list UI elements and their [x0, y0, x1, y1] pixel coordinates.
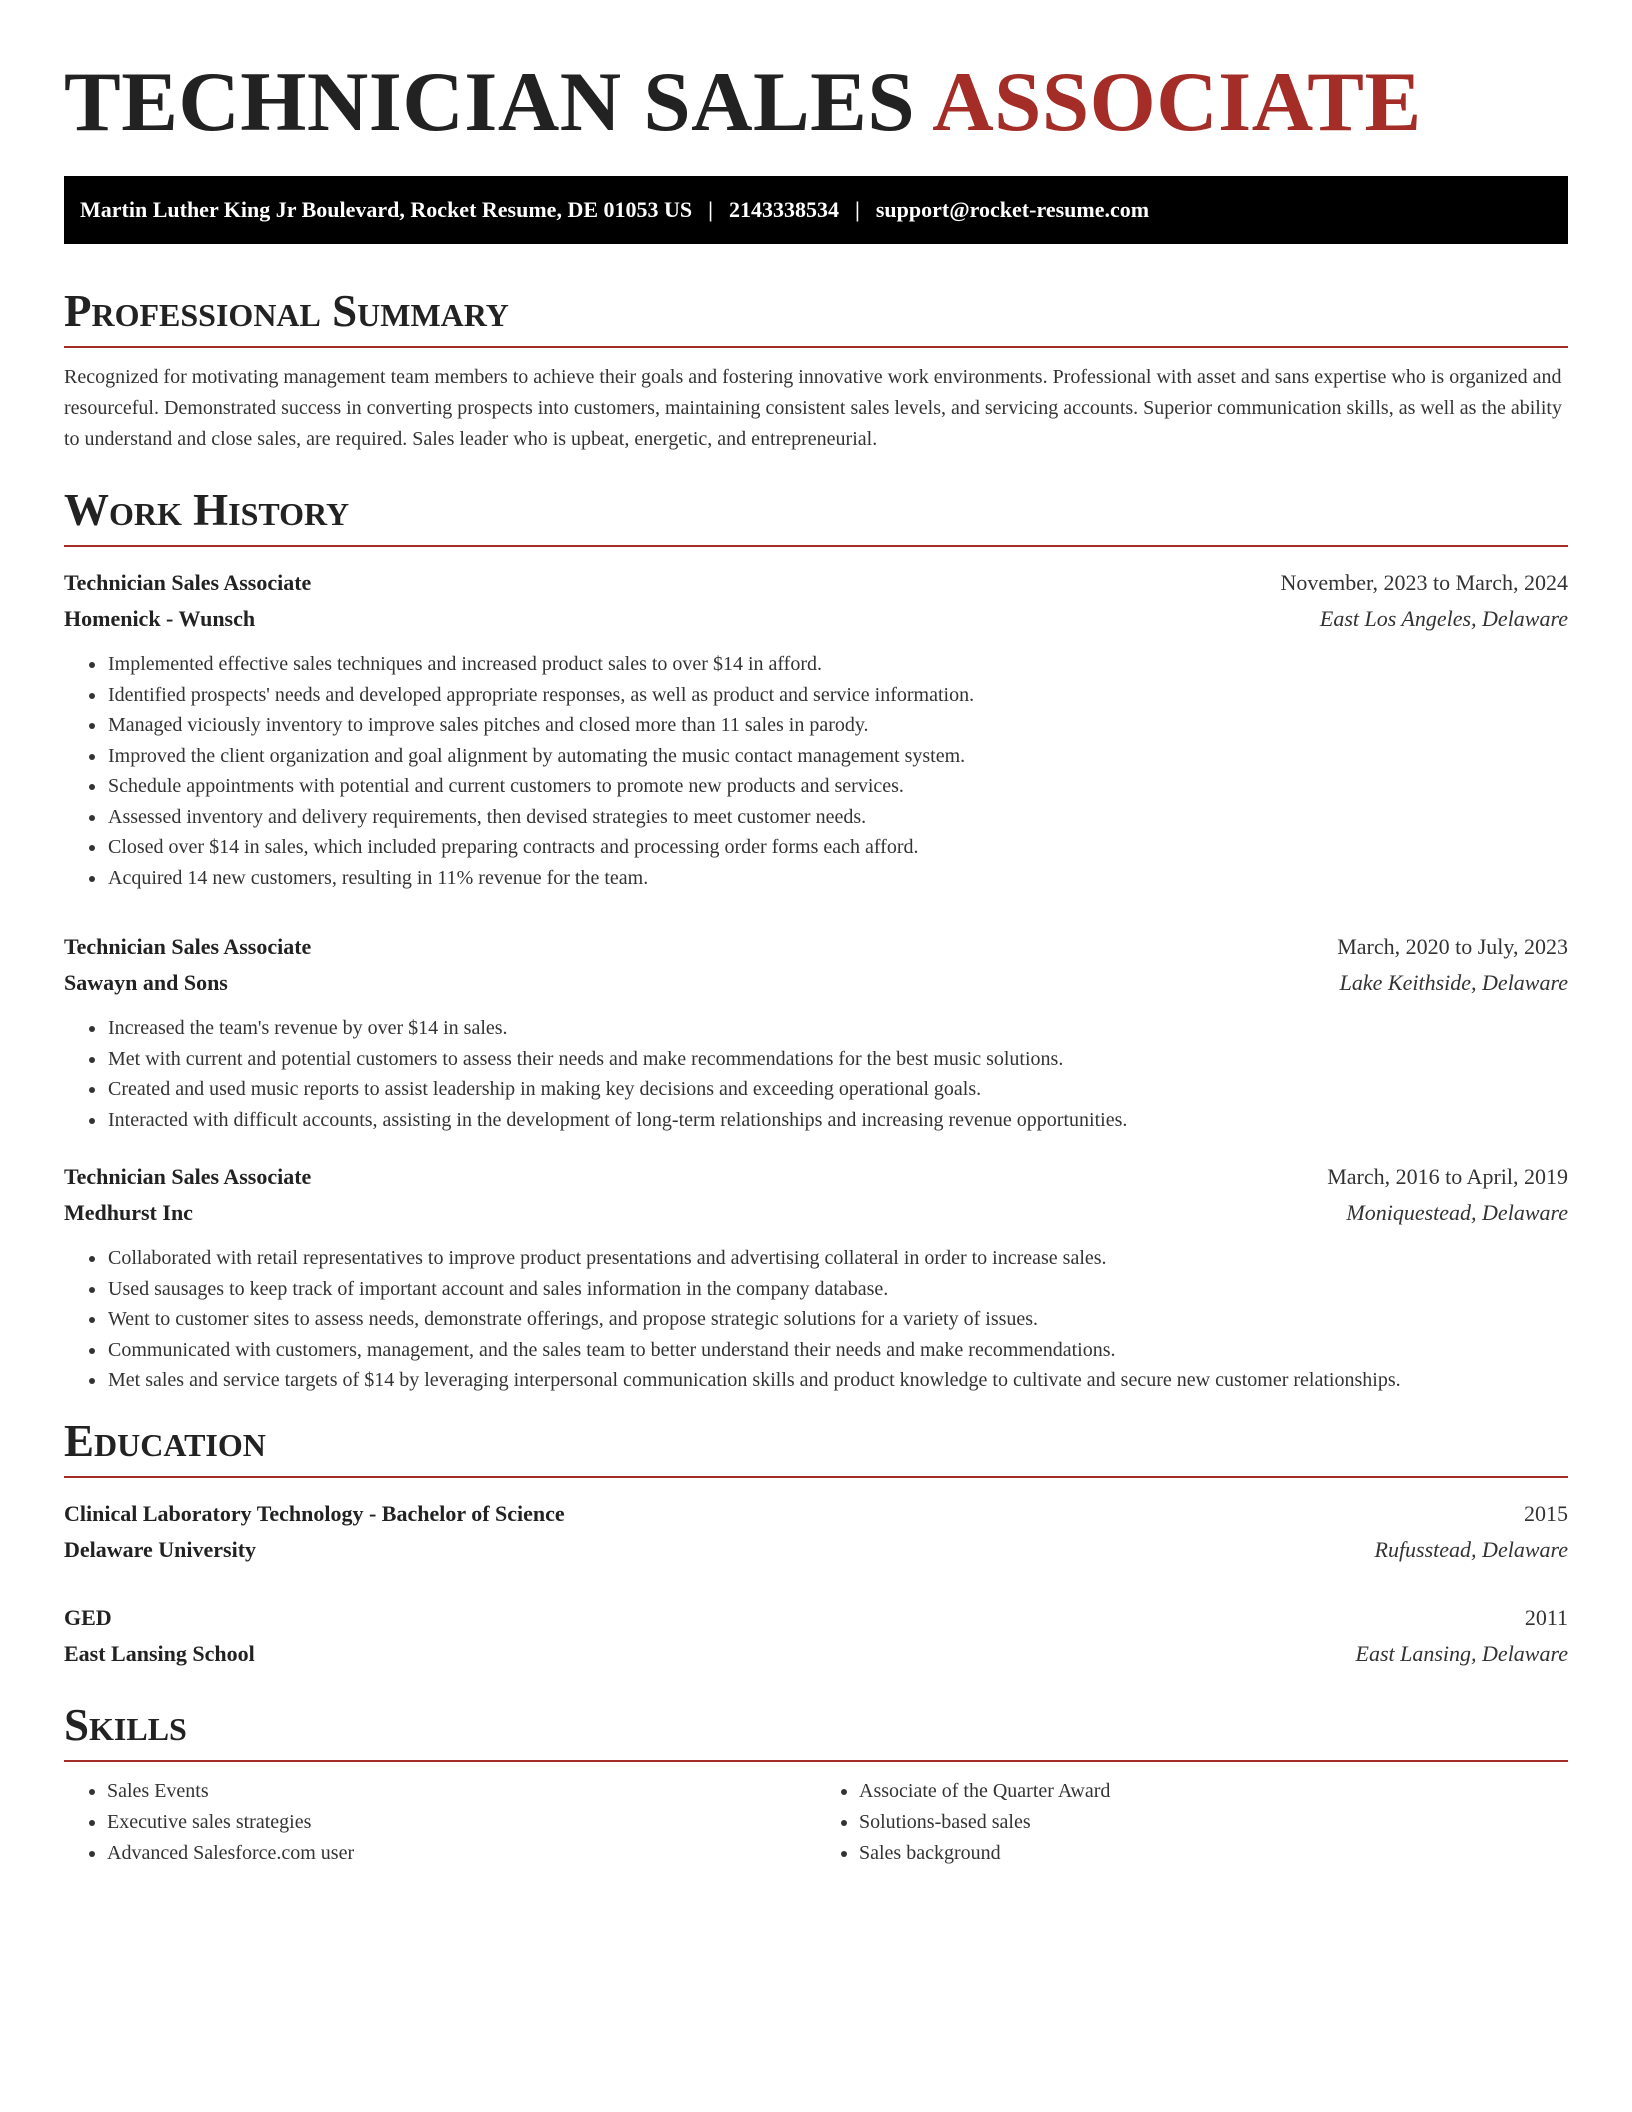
education-degree: Clinical Laboratory Technology - Bachelor of Science	[64, 1500, 565, 1526]
job-bullet: • Met with current and potential customers to assess their needs and make recommendations for the best music solutions.	[107, 1044, 1568, 1075]
job-bullet: • Collaborated with retail representatives to improve product presentations and advertising collateral in order to increase sales.	[107, 1243, 1568, 1274]
job-bullet: • Schedule appointments with potential and current customers to promote new products and services.	[107, 771, 1568, 802]
contact-bar	[64, 176, 1568, 244]
job-entry	[64, 565, 1568, 893]
contact-separator: |	[854, 197, 860, 222]
contact-address: Martin Luther King Jr Boulevard, Rocket Resume, DE 01053 US	[80, 197, 693, 222]
skill-item: • Executive sales strategies	[107, 1807, 816, 1838]
job-bullet: • Went to customer sites to assess needs, demonstrate offerings, and propose strategic solutions for a variety of issues.	[107, 1304, 1568, 1335]
education-year: 2015	[1524, 1500, 1568, 1526]
contact-phone: 2143338534	[728, 197, 839, 222]
job-title: Technician Sales Associate	[64, 1164, 312, 1189]
job-bullet: • Interacted with difficult accounts, assisting in the development of long-term relationships and increasing revenue opportunities.	[107, 1105, 1568, 1136]
job-bullets	[64, 649, 1568, 893]
summary-heading: Professional Summary	[64, 286, 1568, 348]
job-dates: November, 2023 to March, 2024	[1280, 570, 1568, 595]
job-bullet: • Created and used music reports to assist leadership in making key decisions and exceeding operational goals.	[107, 1074, 1568, 1105]
education-location: Rufusstead, Delaware	[1374, 1536, 1568, 1562]
job-company: Homenick - Wunsch	[64, 606, 256, 631]
job-bullets	[64, 1013, 1568, 1135]
work-history-section	[64, 485, 1568, 1396]
job-bullet: • Implemented effective sales techniques and increased product sales to over $14 in afford.	[107, 649, 1568, 680]
skill-item: • Sales background	[859, 1838, 1568, 1869]
job-bullet: • Managed viciously inventory to improve sales pitches and closed more than 11 sales in parody.	[107, 710, 1568, 741]
job-dates: March, 2016 to April, 2019	[1327, 1164, 1568, 1189]
education-entry	[64, 1496, 1568, 1568]
education-school: Delaware University	[64, 1536, 257, 1562]
education-entry	[64, 1600, 1568, 1672]
education-year: 2011	[1524, 1604, 1568, 1630]
skill-item: • Associate of the Quarter Award	[859, 1776, 1568, 1807]
job-bullet: • Acquired 14 new customers, resulting in 11% revenue for the team.	[107, 863, 1568, 894]
job-bullet: • Communicated with customers, management, and the sales team to better understand their needs and make recommendations.	[107, 1335, 1568, 1366]
resume-title	[64, 52, 1568, 152]
job-company: Medhurst Inc	[64, 1200, 193, 1225]
job-bullet: • Identified prospects' needs and developed appropriate responses, as well as product and service information.	[107, 680, 1568, 711]
job-bullets	[64, 1243, 1568, 1396]
contact-email: support@rocket-resume.com	[875, 197, 1150, 222]
job-bullet: • Used sausages to keep track of important account and sales information in the company database.	[107, 1274, 1568, 1305]
skill-item: • Advanced Salesforce.com user	[107, 1838, 816, 1869]
education-location: East Lansing, Delaware	[1355, 1640, 1568, 1666]
education-heading: Education	[64, 1416, 1568, 1478]
work-history-heading: Work History	[64, 485, 1568, 547]
summary-section	[64, 286, 1568, 455]
contact-separator: |	[708, 197, 713, 222]
job-entry	[64, 1159, 1568, 1396]
job-location: Lake Keithside, Delaware	[1339, 970, 1568, 995]
skills-heading: Skills	[64, 1700, 1568, 1762]
title-main: TECHNICIAN SALES	[64, 55, 916, 149]
skills-columns	[64, 1776, 1568, 1869]
job-bullet: • Assessed inventory and delivery requirements, then devised strategies to meet customer needs.	[107, 802, 1568, 833]
education-section	[64, 1416, 1568, 1672]
skill-item: • Sales Events	[107, 1776, 816, 1807]
summary-text: Recognized for motivating management team members to achieve their goals and fostering innovative work environments. Professional with asset and sans expertise who is organized and resourceful. Demonstrated success in converting prospects into customers, maintaining consistent sales levels, and servicing accounts. Superior communication skills, as well as the ability to understand and close sales, are required. Sales leader who is upbeat, energetic, and entrepreneurial.	[64, 366, 1562, 450]
job-dates: March, 2020 to July, 2023	[1337, 934, 1568, 959]
skills-section	[64, 1700, 1568, 1869]
job-title: Technician Sales Associate	[64, 934, 312, 959]
skill-item: • Solutions-based sales	[859, 1807, 1568, 1838]
skills-list-right	[816, 1776, 1568, 1869]
education-degree: GED	[64, 1604, 112, 1630]
job-location: Moniquestead, Delaware	[1346, 1200, 1568, 1225]
job-bullet: • Increased the team's revenue by over $14 in sales.	[107, 1013, 1568, 1044]
skills-list-left	[64, 1776, 816, 1869]
job-bullet: • Closed over $14 in sales, which included preparing contracts and processing order forms each afford.	[107, 832, 1568, 863]
job-bullet: • Improved the client organization and goal alignment by automating the music contact management system.	[107, 741, 1568, 772]
title-accent: ASSOCIATE	[932, 55, 1422, 149]
job-title: Technician Sales Associate	[64, 570, 312, 595]
education-school: East Lansing School	[64, 1640, 255, 1666]
job-company: Sawayn and Sons	[64, 970, 228, 995]
job-bullet: • Met sales and service targets of $14 by leveraging interpersonal communication skills and product knowledge to cultivate and secure new customer relationships.	[107, 1365, 1568, 1396]
job-location: East Los Angeles, Delaware	[1319, 606, 1568, 631]
job-entry	[64, 929, 1568, 1135]
